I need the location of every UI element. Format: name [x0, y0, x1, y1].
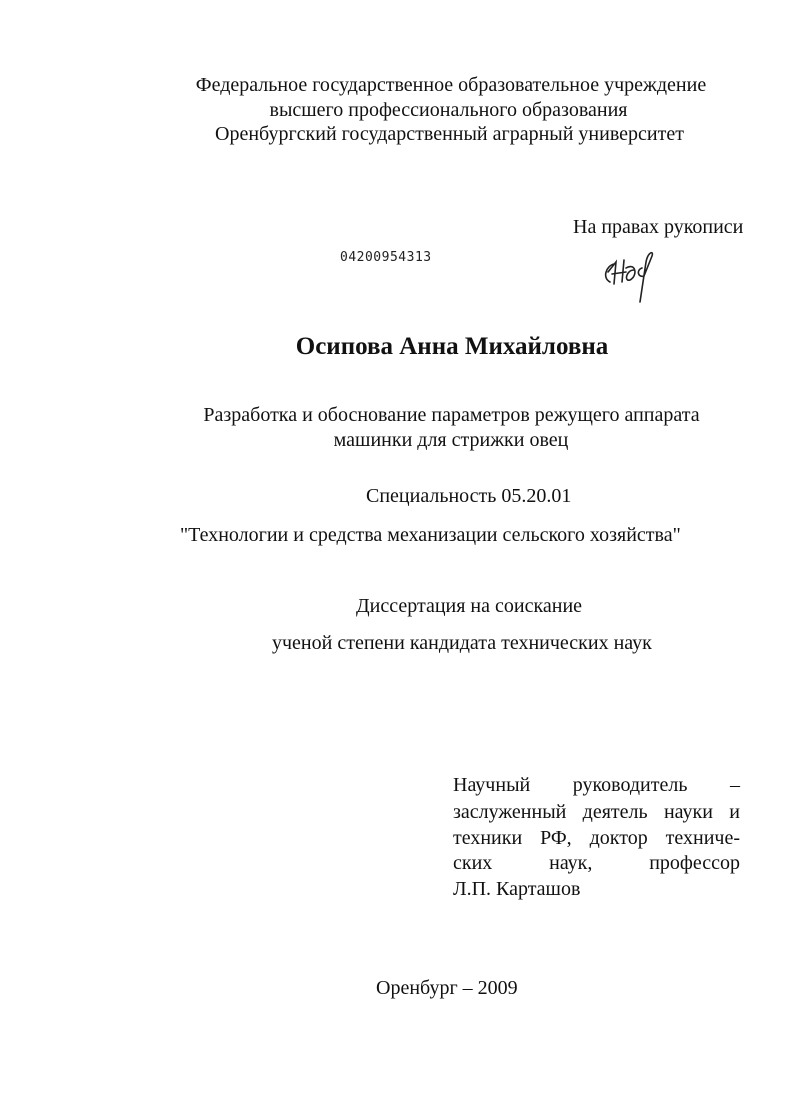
advisor-name: Л.П. Карташов [453, 878, 581, 900]
advisor-line: заслуженный деятель науки и [453, 801, 740, 823]
degree-line-2: ученой степени кандидата технических наук [272, 632, 652, 654]
degree-line-1: Диссертация на соискание [356, 595, 583, 617]
registration-number: 04200954313 [340, 250, 432, 265]
city-year: Оренбург – 2009 [376, 977, 518, 999]
advisor-line: Научный руководитель – [453, 774, 740, 796]
manuscript-note: На правах рукописи [573, 216, 744, 238]
title-line-2: машинки для стрижки овец [333, 429, 569, 451]
author-name: Осипова Анна Михайловна [295, 333, 609, 360]
specialty-code: Специальность 05.20.01 [366, 485, 572, 507]
institution-line-3: Оренбургский государственный аграрный университет [215, 123, 684, 145]
specialty-name: "Технологии и средства механизации сельского хозяйства" [180, 524, 681, 546]
title-line-1: Разработка и обоснование параметров режущего аппарата [203, 404, 700, 426]
advisor-line: техники РФ, доктор техниче- [453, 827, 740, 849]
signature [596, 242, 671, 304]
institution-line-1: Федеральное государственное образовательное учреждение [195, 74, 707, 96]
advisor-line: ских наук, профессор [453, 852, 740, 874]
institution-line-2: высшего профессионального образования [269, 99, 628, 121]
